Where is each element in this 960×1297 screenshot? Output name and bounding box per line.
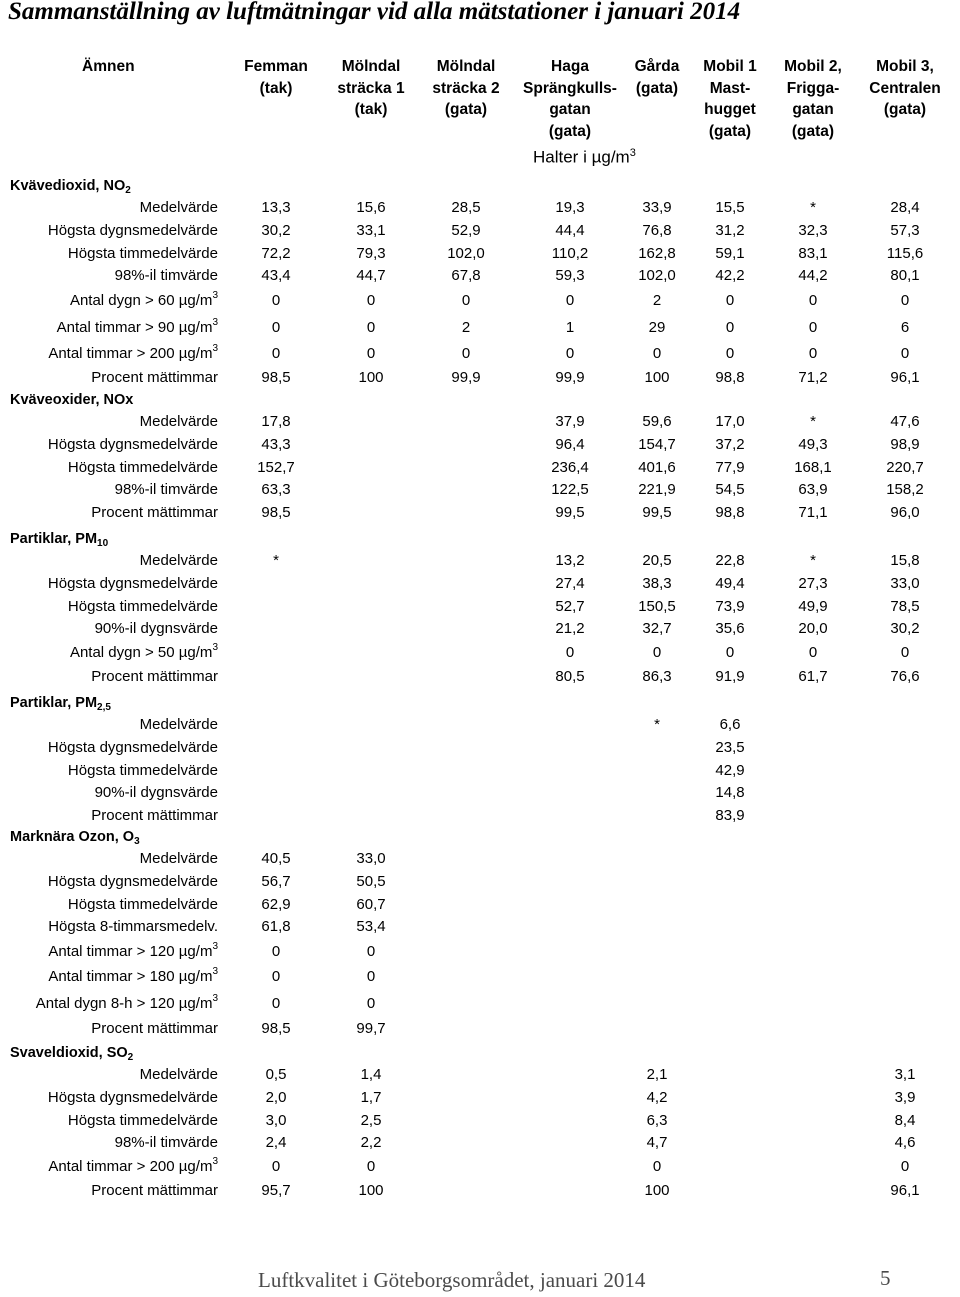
table-cell: 0 bbox=[808, 345, 818, 363]
table-cell: 63,9 bbox=[798, 481, 828, 499]
table-cell: 110,2 bbox=[551, 244, 589, 262]
row-label: Högsta timmedelvärde bbox=[67, 244, 218, 262]
section-heading: Partiklar, $PM_{2,5}$ bbox=[10, 695, 111, 713]
label-superscript: 3 bbox=[212, 343, 218, 355]
section-heading: Kväveoxider, NOx bbox=[10, 392, 134, 408]
table-cell: 98,5 bbox=[261, 1020, 291, 1038]
table-cell: 0 bbox=[271, 943, 281, 961]
table-cell: 100 bbox=[358, 1182, 384, 1200]
table-cell: 98,9 bbox=[890, 435, 920, 453]
table-cell: 0 bbox=[366, 943, 376, 961]
table-cell: 78,5 bbox=[890, 597, 920, 615]
table-cell: 37,9 bbox=[555, 413, 585, 430]
table-cell: 158,2 bbox=[886, 481, 924, 499]
column-header-line: gatan bbox=[549, 101, 591, 118]
table-cell: 59,6 bbox=[642, 413, 672, 430]
table-cell: 99,7 bbox=[356, 1020, 386, 1038]
table-cell: 0 bbox=[808, 292, 818, 310]
table-cell: 27,4 bbox=[555, 574, 585, 592]
column-header bbox=[331, 56, 411, 121]
table-cell: 98,8 bbox=[715, 369, 745, 387]
section-heading: Kvävedioxid, $NO_2$ bbox=[10, 178, 131, 196]
table-cell: 72,2 bbox=[261, 244, 291, 262]
table-cell: 13,2 bbox=[555, 552, 585, 569]
column-header-line: Haga bbox=[551, 58, 589, 75]
column-header-line: Femman bbox=[244, 58, 308, 75]
row-label: Högsta dygnsmedelvärde bbox=[47, 574, 218, 592]
column-header-line: Mölndal bbox=[436, 58, 496, 75]
unit-superscript: 3 bbox=[629, 147, 636, 159]
table-cell: 59,3 bbox=[555, 267, 585, 285]
table-cell: 0 bbox=[271, 994, 281, 1012]
row-label: Högsta dygnsmedelvärde bbox=[47, 738, 218, 756]
table-cell: 154,7 bbox=[638, 435, 676, 453]
table-cell: 220,7 bbox=[886, 458, 924, 476]
table-cell: 2,2 bbox=[360, 1134, 382, 1152]
row-label: Högsta dygnsmedelvärde bbox=[47, 435, 218, 453]
table-cell: * bbox=[273, 552, 279, 569]
table-cell: 0 bbox=[900, 292, 910, 310]
table-cell: 0 bbox=[900, 643, 910, 661]
column-header-line: hugget bbox=[704, 101, 756, 118]
table-cell: 33,0 bbox=[356, 850, 386, 867]
column-header bbox=[773, 56, 853, 142]
table-cell: * bbox=[810, 199, 816, 216]
table-cell: 6,3 bbox=[646, 1111, 668, 1129]
column-header bbox=[622, 56, 692, 99]
table-cell: 2,5 bbox=[360, 1111, 382, 1129]
row-label: Högsta 8-timmarsmedelv. bbox=[48, 918, 218, 936]
row-label: Procent mättimmar bbox=[91, 369, 218, 387]
table-cell: 0 bbox=[461, 345, 471, 363]
table-cell: 71,1 bbox=[798, 504, 828, 522]
table-cell: 0 bbox=[808, 318, 818, 336]
column-header-line: Centralen bbox=[869, 79, 941, 97]
column-header-line: Mast- bbox=[709, 79, 751, 97]
table-cell: 100 bbox=[644, 1182, 670, 1200]
column-header-line: (gata) bbox=[883, 101, 927, 118]
table-cell: 1,7 bbox=[360, 1088, 382, 1106]
row-label: Antal dygn > 60 $\mu g/m^3$ bbox=[69, 290, 218, 310]
table-cell: 0 bbox=[271, 1157, 281, 1175]
table-cell: 80,1 bbox=[890, 267, 920, 285]
table-cell: 0 bbox=[725, 318, 735, 336]
table-cell: 44,4 bbox=[555, 221, 585, 239]
table-cell: 150,5 bbox=[638, 597, 676, 615]
table-cell: 49,3 bbox=[798, 435, 828, 453]
table-cell: 0 bbox=[725, 643, 735, 661]
table-cell: 23,5 bbox=[715, 738, 745, 756]
row-label: Högsta dygnsmedelvärde bbox=[47, 221, 218, 239]
table-cell: 0 bbox=[565, 292, 575, 310]
row-label: Högsta dygnsmedelvärde bbox=[47, 1088, 218, 1106]
table-cell: 6,6 bbox=[719, 716, 741, 733]
table-cell: 115,6 bbox=[886, 244, 924, 262]
table-cell: 100 bbox=[644, 369, 670, 387]
table-cell: 168,1 bbox=[794, 458, 832, 476]
table-cell: 15,5 bbox=[715, 199, 745, 216]
table-cell: 1,4 bbox=[360, 1066, 382, 1083]
table-cell: 96,0 bbox=[890, 504, 920, 522]
table-cell: 28,5 bbox=[451, 199, 481, 216]
column-header bbox=[860, 56, 950, 121]
table-cell: 14,8 bbox=[715, 784, 745, 802]
table-cell: 0 bbox=[725, 292, 735, 310]
row-label: 90%-il dygnsvärde bbox=[94, 620, 218, 638]
table-cell: 0 bbox=[366, 968, 376, 986]
section-heading: Partiklar, $PM_{10}$ bbox=[10, 531, 109, 549]
table-cell: 98,5 bbox=[261, 504, 291, 522]
table-cell: 49,9 bbox=[798, 597, 828, 615]
table-cell: 0 bbox=[652, 345, 662, 363]
section-heading: Svaveldioxid, $SO_2$ bbox=[10, 1045, 134, 1063]
table-cell: 2,1 bbox=[646, 1066, 668, 1083]
table-cell: 32,3 bbox=[798, 221, 828, 239]
table-cell: 95,7 bbox=[261, 1182, 291, 1200]
row-label: Antal timmar > 200 $\mu g/m^3$ bbox=[48, 1155, 218, 1175]
table-cell: 29 bbox=[648, 318, 666, 336]
table-cell: 62,9 bbox=[261, 895, 291, 913]
section-subscript: 2 bbox=[127, 1052, 134, 1063]
column-header-line: Mobil 2, bbox=[784, 58, 842, 75]
table-cell: 40,5 bbox=[261, 850, 291, 867]
footer-text: Luftkvalitet i Göteborgsområdet, januari 2014 bbox=[258, 1268, 646, 1292]
column-header-line: (gata) bbox=[548, 122, 592, 140]
table-cell: 53,4 bbox=[356, 918, 386, 936]
table-cell: 57,3 bbox=[890, 221, 920, 239]
table-cell: 21,2 bbox=[555, 620, 585, 638]
section-subscript: 2,5 bbox=[97, 702, 111, 713]
table-cell: 6 bbox=[900, 318, 910, 336]
table-cell: 99,5 bbox=[642, 504, 672, 522]
table-cell: 71,2 bbox=[798, 369, 828, 387]
table-cell: 59,1 bbox=[715, 244, 745, 262]
row-label: Högsta timmedelvärde bbox=[67, 761, 218, 779]
table-cell: 17,0 bbox=[715, 413, 745, 430]
table-cell: 77,9 bbox=[715, 458, 745, 476]
table-cell: 20,0 bbox=[798, 620, 828, 638]
table-cell: 236,4 bbox=[551, 458, 589, 476]
table-cell: 0 bbox=[461, 292, 471, 310]
column-header-line: sträcka 1 bbox=[337, 79, 405, 97]
table-cell: 42,9 bbox=[715, 761, 745, 779]
table-cell: 162,8 bbox=[638, 244, 676, 262]
table-cell: 0 bbox=[366, 292, 376, 310]
column-header-line: Gårda bbox=[634, 58, 680, 75]
header-subjects: Ämnen bbox=[82, 58, 135, 75]
label-superscript: 3 bbox=[212, 1155, 218, 1167]
column-header-line: Mobil 3, bbox=[876, 58, 934, 75]
row-label: Antal dygn > 50 $\mu g/m^3$ bbox=[69, 641, 218, 661]
table-cell: 76,8 bbox=[642, 221, 672, 239]
table-cell: 83,9 bbox=[715, 807, 745, 825]
table-cell: 102,0 bbox=[638, 267, 676, 285]
row-label: Högsta timmedelvärde bbox=[67, 597, 218, 615]
row-label: Högsta timmedelvärde bbox=[67, 1111, 218, 1129]
table-cell: 33,1 bbox=[356, 221, 386, 239]
table-cell: 99,5 bbox=[555, 504, 585, 522]
row-label: Antal timmar > 120 $\mu g/m^3$ bbox=[48, 941, 218, 961]
column-header bbox=[426, 56, 506, 121]
table-cell: 0 bbox=[366, 318, 376, 336]
row-label: Högsta timmedelvärde bbox=[67, 458, 218, 476]
label-superscript: 3 bbox=[212, 641, 218, 653]
column-header-line: sträcka 2 bbox=[432, 79, 500, 97]
column-header-line: (tak) bbox=[259, 79, 293, 97]
row-label: Procent mättimmar bbox=[91, 1020, 218, 1038]
column-header-line: gatan bbox=[792, 101, 834, 118]
table-cell: 8,4 bbox=[894, 1111, 916, 1129]
label-superscript: 3 bbox=[212, 966, 218, 978]
table-cell: 60,7 bbox=[356, 895, 386, 913]
row-label: Medelvärde bbox=[139, 413, 218, 430]
label-superscript: 3 bbox=[212, 316, 218, 328]
table-cell: 4,2 bbox=[646, 1088, 668, 1106]
column-header-line: Frigga- bbox=[786, 79, 840, 97]
table-cell: 67,8 bbox=[451, 267, 481, 285]
table-cell: 52,7 bbox=[555, 597, 585, 615]
table-cell: 20,5 bbox=[642, 552, 672, 569]
section-subscript: 10 bbox=[97, 538, 109, 549]
table-cell: 4,7 bbox=[646, 1134, 668, 1152]
column-header-line: Mobil 1 bbox=[703, 58, 757, 75]
column-header-line: (gata) bbox=[791, 122, 835, 140]
table-cell: 35,6 bbox=[715, 620, 745, 638]
table-cell: 86,3 bbox=[642, 668, 672, 686]
row-label: 90%-il dygnsvärde bbox=[94, 784, 218, 802]
table-cell: * bbox=[654, 716, 660, 733]
table-cell: 122,5 bbox=[551, 481, 589, 499]
row-label: 98%-il timvärde bbox=[114, 481, 218, 499]
table-cell: 56,7 bbox=[261, 872, 291, 890]
table-cell: 0 bbox=[271, 968, 281, 986]
table-cell: 2 bbox=[652, 292, 662, 310]
column-header-line: Mölndal bbox=[341, 58, 401, 75]
label-superscript: 3 bbox=[212, 290, 218, 302]
table-cell: 0 bbox=[725, 345, 735, 363]
page-number: 5 bbox=[880, 1266, 891, 1290]
label-superscript: 3 bbox=[212, 992, 218, 1004]
table-cell: 91,9 bbox=[715, 668, 745, 686]
table-cell: 0 bbox=[565, 643, 575, 661]
table-cell: 100 bbox=[358, 369, 384, 387]
table-cell: 96,1 bbox=[890, 369, 920, 387]
table-cell: 98,5 bbox=[261, 369, 291, 387]
table-cell: 47,6 bbox=[890, 413, 920, 430]
table-cell: 19,3 bbox=[555, 199, 585, 216]
row-label: Procent mättimmar bbox=[91, 1182, 218, 1200]
table-cell: 73,9 bbox=[715, 597, 745, 615]
table-cell: 63,3 bbox=[261, 481, 291, 499]
table-cell: 3,9 bbox=[894, 1088, 916, 1106]
table-cell: 50,5 bbox=[356, 872, 386, 890]
table-cell: 32,7 bbox=[642, 620, 672, 638]
section-subscript: 3 bbox=[134, 836, 140, 847]
table-cell: 22,8 bbox=[715, 552, 745, 569]
table-cell: 15,8 bbox=[890, 552, 920, 569]
table-cell: * bbox=[810, 552, 816, 569]
table-cell: 0 bbox=[900, 1157, 910, 1175]
table-cell: 0 bbox=[271, 292, 281, 310]
row-label: Medelvärde bbox=[139, 850, 218, 867]
table-cell: 61,7 bbox=[798, 668, 828, 686]
table-cell: 96,1 bbox=[890, 1182, 920, 1200]
column-header bbox=[515, 56, 625, 142]
table-cell: 61,8 bbox=[261, 918, 291, 936]
table-cell: 80,5 bbox=[555, 668, 585, 686]
row-label: 98%-il timvärde bbox=[114, 1134, 218, 1152]
table-cell: 30,2 bbox=[890, 620, 920, 638]
table-cell: 102,0 bbox=[447, 244, 485, 262]
table-cell: 15,6 bbox=[356, 199, 386, 216]
table-cell: 0 bbox=[652, 643, 662, 661]
table-cell: 0 bbox=[271, 318, 281, 336]
label-superscript: 3 bbox=[212, 941, 218, 953]
table-cell: 54,5 bbox=[715, 481, 745, 499]
table-cell: 31,2 bbox=[715, 221, 745, 239]
table-cell: 44,2 bbox=[798, 267, 828, 285]
column-header-line: (gata) bbox=[708, 122, 752, 140]
unit-label: Halter i $\mu g/m^3$ bbox=[533, 147, 636, 167]
table-cell: 27,3 bbox=[798, 574, 828, 592]
table-cell: 30,2 bbox=[261, 221, 291, 239]
table-cell: 4,6 bbox=[894, 1134, 916, 1152]
table-cell: 96,4 bbox=[555, 435, 585, 453]
table-cell: 0 bbox=[808, 643, 818, 661]
column-header-line: (gata) bbox=[444, 101, 488, 118]
table-cell: 43,4 bbox=[261, 267, 291, 285]
table-cell: 37,2 bbox=[715, 435, 745, 453]
table-cell: 98,8 bbox=[715, 504, 745, 522]
table-cell: 3,0 bbox=[265, 1111, 287, 1129]
row-label: Antal timmar > 90 $\mu g/m^3$ bbox=[56, 316, 218, 336]
row-label: Medelvärde bbox=[139, 199, 218, 216]
row-label: Medelvärde bbox=[139, 552, 218, 569]
table-cell: 2,4 bbox=[265, 1134, 287, 1152]
table-cell: 0 bbox=[565, 345, 575, 363]
column-header bbox=[695, 56, 765, 142]
page-title: Sammanställning av luftmätningar vid alla mätstationer i januari 2014 bbox=[8, 0, 741, 25]
table-cell: 221,9 bbox=[638, 481, 676, 499]
table-cell: 76,6 bbox=[890, 668, 920, 686]
table-cell: 44,7 bbox=[356, 267, 386, 285]
table-cell: 0,5 bbox=[265, 1066, 287, 1083]
column-header-line: (gata) bbox=[635, 79, 679, 97]
row-label: Medelvärde bbox=[139, 716, 218, 733]
row-label: Högsta timmedelvärde bbox=[67, 895, 218, 913]
table-cell: 0 bbox=[366, 1157, 376, 1175]
table-cell: 99,9 bbox=[451, 369, 481, 387]
column-header-line: Sprängkulls- bbox=[523, 79, 617, 97]
table-cell: 38,3 bbox=[642, 574, 672, 592]
row-label: Antal dygn 8-h > 120 $\mu g/m^3$ bbox=[35, 992, 218, 1012]
table-cell: 0 bbox=[652, 1157, 662, 1175]
column-header-line: (tak) bbox=[354, 101, 388, 118]
table-cell: 13,3 bbox=[261, 199, 291, 216]
table-cell: 0 bbox=[271, 345, 281, 363]
table-cell: 0 bbox=[366, 345, 376, 363]
table-cell: 33,0 bbox=[890, 574, 920, 592]
row-label: 98%-il timvärde bbox=[114, 267, 218, 285]
section-subscript: 2 bbox=[125, 185, 131, 196]
table-cell: 99,9 bbox=[555, 369, 585, 387]
row-label: Procent mättimmar bbox=[91, 504, 218, 522]
table-cell: 42,2 bbox=[715, 267, 745, 285]
table-cell: 83,1 bbox=[798, 244, 828, 262]
table-cell: 3,1 bbox=[894, 1066, 916, 1083]
table-cell: * bbox=[810, 413, 816, 430]
row-label: Procent mättimmar bbox=[91, 668, 218, 686]
row-label: Medelvärde bbox=[139, 1066, 218, 1083]
table-cell: 49,4 bbox=[715, 574, 745, 592]
table-cell: 79,3 bbox=[356, 244, 386, 262]
row-label: Högsta dygnsmedelvärde bbox=[47, 872, 218, 890]
table-cell: 52,9 bbox=[451, 221, 481, 239]
table-cell: 152,7 bbox=[257, 458, 295, 476]
section-heading: Marknära Ozon, $O_3$ bbox=[10, 829, 140, 847]
table-cell: 2,0 bbox=[265, 1088, 287, 1106]
table-cell: 401,6 bbox=[638, 458, 676, 476]
table-cell: 33,9 bbox=[642, 199, 672, 216]
row-label: Antal timmar > 180 $\mu g/m^3$ bbox=[48, 966, 218, 986]
row-label: Procent mättimmar bbox=[91, 807, 218, 825]
table-cell: 0 bbox=[366, 994, 376, 1012]
table-cell: 28,4 bbox=[890, 199, 920, 216]
table-cell: 2 bbox=[461, 318, 471, 336]
column-header bbox=[236, 56, 316, 99]
table-cell: 0 bbox=[900, 345, 910, 363]
row-label: Antal timmar > 200 $\mu g/m^3$ bbox=[48, 343, 218, 363]
table-cell: 17,8 bbox=[261, 413, 291, 430]
table-cell: 1 bbox=[565, 318, 575, 336]
table-cell: 43,3 bbox=[261, 435, 291, 453]
